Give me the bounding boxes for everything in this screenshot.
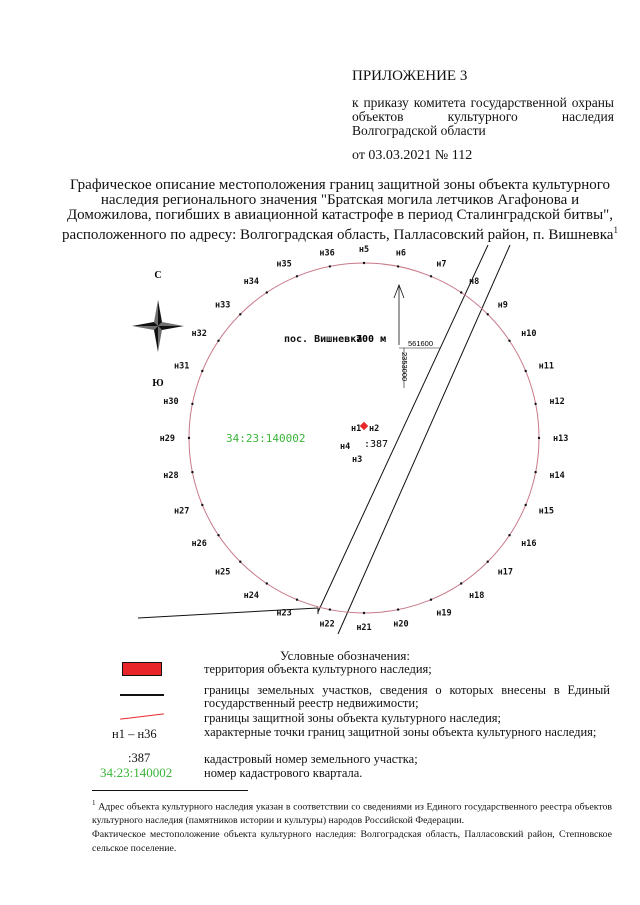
- point-label: н29: [159, 434, 175, 444]
- point-label: н6: [395, 248, 407, 259]
- point-marker: [329, 265, 331, 267]
- point-marker: [239, 561, 241, 563]
- point-label: н21: [356, 623, 372, 633]
- appendix-heading: ПРИЛОЖЕНИЕ 3: [352, 68, 468, 84]
- footnote-mark: 1: [92, 799, 96, 807]
- legend-title: Условные обозначения:: [280, 648, 411, 663]
- center-point-n1: н1: [351, 424, 362, 434]
- footnote-text-1: Адрес объекта культурного наследия указан в соответствии со сведениями из Единого государственного реестра объектов культурного наследия (памятников истории и культуры) народов Российской Федерации.: [92, 801, 613, 827]
- point-marker: [201, 370, 203, 372]
- point-marker: [201, 504, 203, 506]
- point-label: н14: [549, 470, 565, 481]
- point-label: н18: [469, 591, 485, 602]
- point-marker: [296, 599, 298, 601]
- point-label: н33: [215, 300, 231, 311]
- point-label: н26: [191, 539, 207, 549]
- point-label: н5: [358, 245, 370, 255]
- point-marker: [534, 471, 536, 473]
- point-label: н22: [319, 619, 335, 630]
- point-marker: [525, 370, 527, 372]
- point-marker: [191, 403, 193, 405]
- parcel-boundary-line: [318, 245, 488, 612]
- legend-heritage-symbol: [122, 662, 162, 676]
- footnote-divider: [92, 790, 248, 791]
- settlement-label: пос. Вишневка: [284, 334, 363, 345]
- point-label: н13: [553, 434, 569, 444]
- parcel-number-label: :387: [364, 439, 389, 450]
- point-marker: [191, 471, 193, 473]
- point-marker: [397, 608, 399, 610]
- point-marker: [508, 534, 510, 536]
- point-marker: [217, 340, 219, 342]
- distance-label: 700 м: [356, 334, 387, 345]
- legend-text-zone: границы защитной зоны объекта культурного наследия;: [204, 711, 502, 725]
- footnote-paragraph-1: [92, 796, 612, 828]
- point-label: н25: [215, 567, 231, 578]
- legend-parcel-symbol: :387: [128, 751, 151, 765]
- center-point-n4: н4: [340, 442, 351, 452]
- point-label: н16: [521, 539, 537, 549]
- order-reference: к приказу комитета государственной охраны объектов культурного наследия Волгоградской области: [352, 95, 614, 138]
- legend-text-heritage: территория объекта культурного наследия;: [204, 662, 432, 676]
- point-marker: [363, 612, 365, 614]
- point-marker: [460, 582, 462, 584]
- legend-quarter-symbol: 34:23:140002: [100, 765, 173, 780]
- point-label: н34: [243, 276, 259, 287]
- point-label: н12: [549, 397, 565, 408]
- legend-parcel-line-symbol: [120, 694, 164, 696]
- point-label: н17: [497, 567, 513, 578]
- point-marker: [430, 275, 432, 277]
- point-marker: [460, 291, 462, 293]
- point-label: н15: [538, 506, 554, 517]
- compass-south-label: Ю: [152, 378, 164, 389]
- legend-text-quarter: номер кадастрового квартала.: [204, 766, 363, 780]
- point-marker: [534, 403, 536, 405]
- center-point-n3: н3: [352, 455, 363, 465]
- title-text: Графическое описание местоположения границ защитной зоны объекта культурного наследия регионального значения "Братская могила летчиков Агафонова и Доможилова, погибших в авиационной катастрофе в период Сталинградской битвы", расположенного по адресу: Волгоградская область, Палласовский район, п. Вишневка: [62, 177, 614, 243]
- footnote-paragraph-2: Фактическое местоположение объекта культурного наследия: Волгоградская область, Палласовский район, Степновское сельское поселение.: [92, 829, 612, 855]
- point-label: н27: [174, 506, 190, 517]
- order-date: от 03.03.2021 № 112: [352, 148, 473, 163]
- point-marker: [266, 291, 268, 293]
- point-label: н20: [393, 619, 409, 630]
- point-marker: [508, 340, 510, 342]
- point-label: н23: [276, 608, 292, 619]
- point-marker: [239, 313, 241, 315]
- grid-coordinate-x: 561600: [408, 339, 434, 348]
- legend-text-points: характерные точки границ защитной зоны объекта культурного наследия;: [204, 725, 597, 739]
- title-footnote-mark: 1: [613, 225, 618, 235]
- point-marker: [397, 265, 399, 267]
- point-marker: [363, 262, 365, 264]
- point-label: н35: [276, 259, 292, 270]
- point-label: н36: [319, 248, 335, 259]
- center-point-n2: н2: [369, 424, 380, 434]
- point-marker: [525, 504, 527, 506]
- compass-north-label: С: [154, 270, 162, 281]
- point-marker: [266, 582, 268, 584]
- point-label: н24: [243, 591, 259, 602]
- cadastral-quarter-number: 34:23:140002: [226, 432, 306, 445]
- point-label: н9: [497, 300, 508, 311]
- point-label: н11: [538, 361, 554, 372]
- point-label: н7: [436, 259, 447, 270]
- point-marker: [430, 599, 432, 601]
- compass-rose-icon: [132, 300, 184, 352]
- point-marker: [217, 534, 219, 536]
- point-marker: [487, 313, 489, 315]
- point-label: н31: [174, 361, 190, 372]
- point-label: н28: [163, 470, 179, 481]
- legend-text-parcels: границы земельных участков, сведения о которых внесены в Единый государственный реестр недвижимости;: [204, 683, 610, 710]
- point-label: н10: [521, 329, 537, 339]
- point-marker: [538, 437, 540, 439]
- grid-coordinate-y: 2353000: [400, 352, 409, 382]
- point-label: н32: [191, 329, 207, 339]
- point-label: н30: [163, 397, 179, 408]
- point-marker: [188, 437, 190, 439]
- point-label: н19: [436, 608, 452, 619]
- point-marker: [329, 608, 331, 610]
- legend-points-symbol: н1 – н36: [112, 727, 157, 741]
- point-marker: [487, 561, 489, 563]
- legend-text-parcel-number: кадастровый номер земельного участка;: [204, 752, 418, 766]
- footnote: [92, 796, 612, 856]
- point-label: н8: [469, 276, 480, 287]
- point-marker: [296, 275, 298, 277]
